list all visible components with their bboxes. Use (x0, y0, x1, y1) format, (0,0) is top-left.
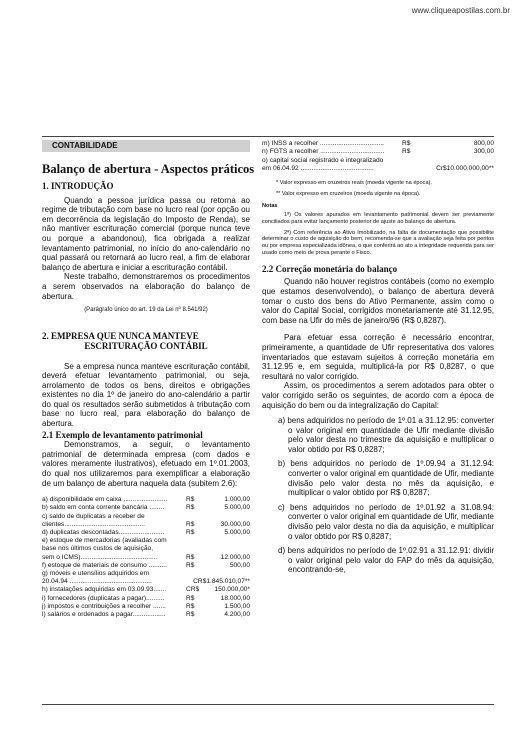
list-item: base nos últimos custos de aquisição, (42, 545, 154, 553)
legal-reference: (Parágrafo único do art. 19 da Lei nº 8.541/92) (84, 307, 208, 314)
paragraph-intro-2: Neste trabalho, demonstraremos os procedimentos a serem observados na elaboração do balanço de abertura. (42, 272, 250, 301)
heading-empresa-1: 2. EMPRESA QUE NUNCA MANTEVE (42, 331, 199, 342)
top-rule (42, 136, 494, 137)
note-1: 1ª) Os valores apurados em levantamento patrimonial devem ser previamente conciliados para evitar lançamento posterior de ajuste ao balanço de abertura. (262, 212, 494, 225)
heading-exemplo: 2.1 Exemplo de levantamento patrimonial (42, 429, 203, 440)
list-item: c) saldo de duplicatas a receber de (42, 512, 145, 520)
procedure-list (262, 416, 494, 575)
list-item: g) móveis e utensílios adquiridos em (42, 570, 150, 578)
note-2: 2ª) Com referência ao Ativo Imobilizado, na falta de documentação que possibilite determinar o custo de aquisição do bem, recomenda-se que a avaliação seja feita por peritos ou por empresa especializada idônea, o que conferirá ao ato a integridade requerida para ser usado como meio de prova perante o Fisco. (262, 229, 494, 256)
paragraph-intro-1: Quando a pessoa jurídica passa ou retorna ao regime de tributação com base no lucro real (por opção ou em decorrência da legislação do Imposto de Renda), se não mantiver escrituração comercial (porque nunca teve ou porque a abandonou), fica obrigada a realizar levantamento patrimonial, no início do ano-calendário no qual passará ou retornará ao lucro real, a fim de elaborar balanço de abertura e iniciar a escrituração contábil. (42, 195, 250, 272)
left-column (42, 182, 250, 619)
list-item: clientes............................................ R$ 30.000,00 (42, 520, 250, 528)
list-item: n) FGTS a recolher ................................... R$ 300,00 (262, 148, 494, 156)
list-item: a) disponibilidade em caixa ........................ R$ 1.000,00 (42, 496, 250, 504)
list-item: d) duplicatas descontadas......................... R$ 5.000,00 (42, 529, 250, 537)
bottom-rule (42, 704, 494, 705)
site-url[interactable]: www.cliqueapostilas.com.br (411, 6, 510, 15)
list-item: j) impostos e contribuições a recolher ....... R$ 1.500,00 (42, 602, 250, 610)
list-item: i) fornecedores (duplicatas a pagar).......... R$ 18.000,00 (42, 594, 250, 602)
right-column (262, 140, 494, 580)
list-item: sem o ICMS).......................................... R$ 12.000,00 (42, 553, 250, 561)
footnote-cruzeiros-reais: * Valor expresso em cruzeiros reais (moeda vigente na época). (276, 179, 432, 186)
paragraph-empresa: Se a empresa nunca manteve escrituração contábil, deverá efetuar levantamento patrimonial, ou seja, arrolamento de todos os bens, direitos e obrigações existentes no dia 1º de janeiro do ano-calendário a partir do qual os resultados serão submetidos à tributação com base no lucro real, para elaboração do balanço de abertura. (42, 361, 250, 429)
list-item: em 06.04.92 ........................................ Cr$10.000.000,00** (262, 165, 494, 173)
inventory-list-left (42, 496, 250, 619)
list-item: 20.04.94 ............................................. CR$1.845.010,07** (42, 578, 250, 586)
list-item: h) instalações adquiridas em 03.09.93....... CR$ 150.000,00* (42, 586, 250, 594)
list-item: c) bens adquiridos no período de 1º.01.92 a 31.08.94: converter o valor original em quantidade de Ufir, mediante divisão pelo valor desta no dia da aquisição, e multiplicar o valor obtido por R$ 0,8287; (278, 502, 494, 541)
paragraph-correcao-3: Assim, os procedimentos a serem adotados para obter o valor corrigido serão os seguintes, de acordo com a época de aquisição do bem ou da integralização do Capital: (262, 381, 494, 410)
page-title: Balanço de abertura - Aspectos práticos (42, 162, 255, 176)
footnote-cruzeiros: ** Valor expresso em cruzeiros (moeda vigente na época). (276, 191, 421, 198)
list-item: o) capital social registrado e integralizado (262, 156, 384, 164)
heading-correcao: 2.2 Correção monetária do balanço (262, 263, 398, 274)
paragraph-correcao-2: Para efetuar essa correção é necessário encontrar, primeiramente, a quantidade de Ufir representativa dos valores inventariados que estavam sujeitos à correção monetária em 31.12.95 e, em seguida, multiplicá-la por R$ 0,8287, o que resultará no valor corrigido. (262, 333, 494, 381)
list-item: l) salários e ordenados a pagar.................. R$ 4.200,00 (42, 611, 250, 619)
list-item: b) saldo em conta corrente bancária ........ R$ 5.000,00 (42, 504, 250, 512)
paragraph-correcao-1: Quando não houver registros contábeis (como no exemplo que estamos desenvolvendo), o balanço de abertura deverá tomar o custo dos bens do Ativo Permanente, assim como o valor do Capital Social, corrigidos monetariamente até 31.12.95, com base na Ufir do mês de janeiro/96 (R$ 0,8287). (262, 277, 494, 325)
paragraph-exemplo: Demonstramos, a seguir, o levantamento patrimonial de determinada empresa (com dados e valores meramente ilustrativos), efetuado em 1º.01.2003, do qual nos utilizaremos para exemplificar a elaboração de um balanço de abertura naquela data (subitem 2.6): (42, 440, 250, 488)
list-item: a) bens adquiridos no período de 1º.01 a 31.12.95: converter o valor original em quantidade de Ufir mediante divisão pelo valor desta no trimestre da aquisição e multiplicar o valor obtido por R$ 0,8287; (278, 416, 494, 454)
inventory-list-right (262, 140, 494, 174)
list-item: e) estoque de mercadorias (avaliadas com (42, 537, 167, 545)
heading-empresa-2: ESCRITURAÇÃO CONTÁBIL (84, 340, 208, 351)
list-item: f) estoque de materiais de consumo .......... R$ 500,00 (42, 561, 250, 569)
section-tag: CONTABILIDADE (42, 140, 250, 152)
list-item: b) bens adquiridos no período de 1º.09.94 a 31.12.94: converter o valor original em quantidade de Ufir, mediante divisão pelo valor desta no mês da aquisição, e multiplicar o valor obtido por R$ 0,8287; (278, 459, 494, 498)
list-item: m) INSS a recolher ................................... R$ 800,00 (262, 140, 494, 147)
heading-introducao: 1. INTRODUÇÃO (42, 181, 114, 191)
notes-title: Notas (262, 203, 278, 210)
list-item: d) bens adquiridos no período de 1º.02.91 a 31.12.91: dividir o valor original pelo valor do FAP do mês da aquisição, encontrando-se, (278, 546, 494, 575)
